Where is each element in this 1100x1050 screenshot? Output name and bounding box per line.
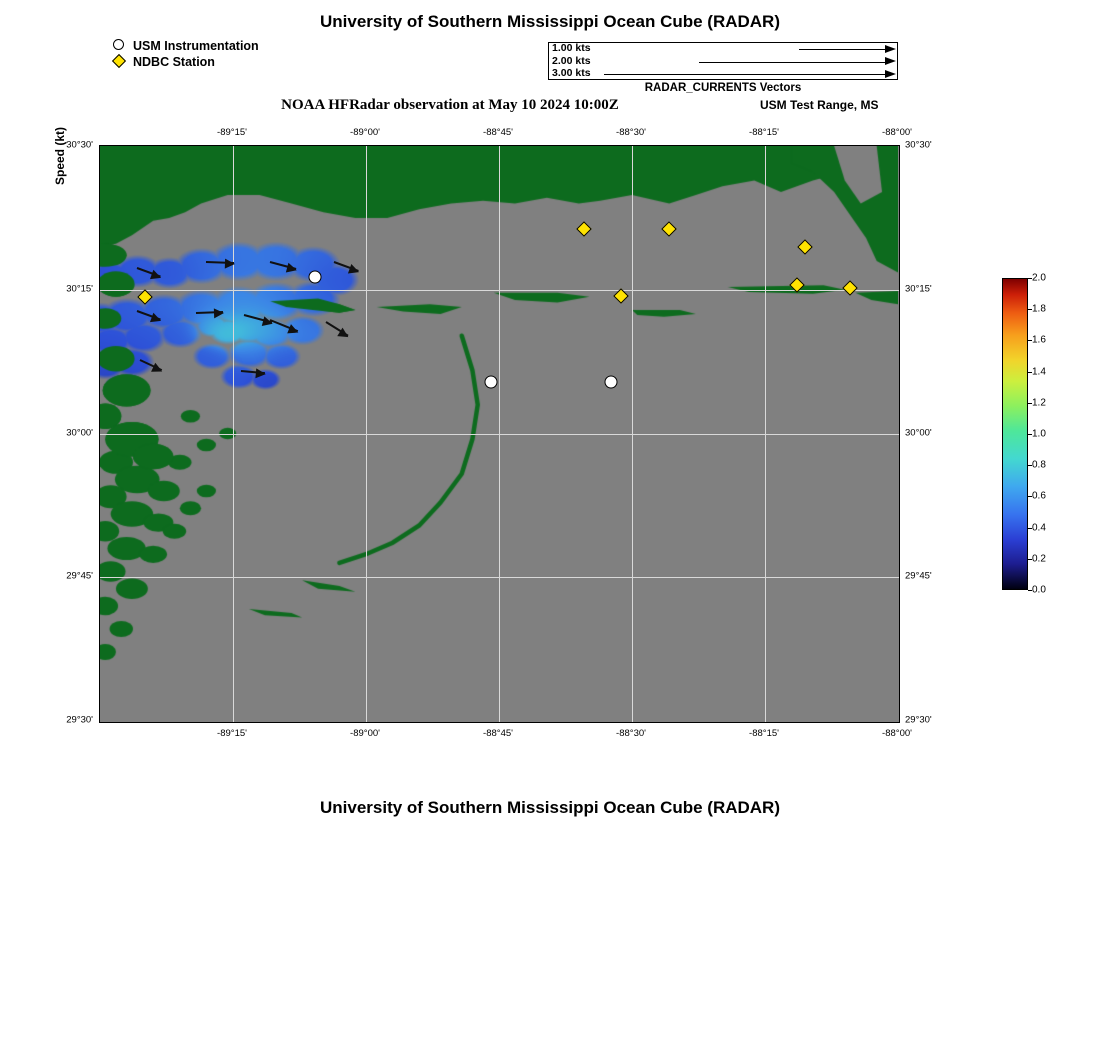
colorbar-tick-label: 2.0 [1032,272,1046,284]
vector-key-label-1: 1.00 kts [552,42,591,54]
x-axis-tick-label: -89°15' [217,127,247,138]
colorbar-tick-mark [1028,559,1032,560]
map-legend [112,38,259,70]
x-axis-tick-label: -88°00' [882,127,912,138]
legend-item-ndbc-station [112,54,259,69]
vector-key-label-2: 2.00 kts [552,54,591,67]
page-title: University of Southern Mississippi Ocean Cube (RADAR) [319,12,780,31]
y-axis-tick-label: 30°00' [905,427,932,438]
colorbar-tick-mark [1028,528,1032,529]
colorbar-tick-label: 1.8 [1032,303,1046,315]
vector-key-row-3 [549,68,897,81]
vector-key-shaft-2 [699,62,889,63]
colorbar-tick-label: 1.4 [1032,366,1046,378]
gridline-horizontal [100,290,899,291]
usm-instrumentation-marker[interactable] [485,375,498,388]
colorbar-tick-mark [1028,403,1032,404]
y-axis-tick-label: 30°00' [66,427,93,438]
vector-key-arrowhead-2 [885,57,896,65]
colorbar-tick-label: 1.2 [1032,397,1046,409]
colorbar-tick-mark [1028,434,1032,435]
colorbar-tick-mark [1028,465,1032,466]
colorbar-tick-label: 0.4 [1032,522,1046,534]
y-axis-tick-label: 29°30' [66,714,93,726]
x-axis-tick-label: -88°15' [749,127,779,138]
colorbar-tick-label: 0.8 [1032,459,1046,471]
x-axis-tick-label: -88°30' [616,127,646,138]
x-axis-tick-label: -89°00' [350,127,380,138]
colorbar-tick-mark [1028,496,1032,497]
legend-label-ndbc-station: NDBC Station [133,54,215,69]
colorbar-tick-label: 1.6 [1032,334,1046,346]
speed-colorbar [1002,272,1046,596]
colorbar-tick-label: 0.2 [1032,553,1046,565]
legend-item-usm-instrumentation [112,38,259,53]
map-plot-area[interactable] [99,145,900,723]
x-axis-tick-label: -88°30' [616,728,646,739]
colorbar-tick-mark [1028,278,1032,279]
x-axis-tick-label: -89°15' [217,728,247,739]
y-axis-tick-label: 29°30' [905,714,932,726]
x-axis-tick-label: -89°00' [350,728,380,739]
vector-key-arrowhead-1 [885,45,896,53]
diamond-marker-icon [112,54,129,69]
y-axis-tick-label: 30°30' [905,139,932,151]
circle-marker-icon [112,38,129,53]
colorbar-tick-mark [1028,590,1032,591]
colorbar-title: Speed (kt) [53,126,67,186]
vector-key-shaft-3 [604,74,889,75]
x-axis-tick-label: -88°15' [749,728,779,739]
observation-title: NOAA HFRadar observation at May 10 2024 10:00Z [281,97,619,113]
colorbar-tick-mark [1028,372,1032,373]
vector-key-shaft-1 [799,49,889,50]
usm-instrumentation-marker[interactable] [309,271,322,284]
legend-label-usm-instrumentation: USM Instrumentation [133,38,259,53]
y-axis-tick-label: 30°15' [66,283,93,295]
y-axis-tick-label: 29°45' [905,570,932,582]
x-axis-tick-label: -88°00' [882,728,912,739]
vector-key-caption: RADAR_CURRENTS Vectors [644,82,802,94]
x-axis-tick-label: -88°45' [483,728,513,739]
colorbar-tick-mark [1028,340,1032,341]
gridline-horizontal [100,577,899,578]
vector-key-label-3: 3.00 kts [552,67,591,80]
vector-key-row-1 [549,43,897,56]
colorbar-gradient [1002,278,1028,590]
y-axis-tick-label: 30°15' [905,283,932,295]
gridline-horizontal [100,434,899,435]
x-axis-tick-label: -88°45' [483,127,513,138]
usm-instrumentation-marker[interactable] [604,375,617,388]
y-axis-tick-label: 30°30' [66,139,93,151]
y-axis-tick-label: 29°45' [66,570,93,582]
current-vector-arrow [196,311,223,314]
vector-key-row-2 [549,56,897,69]
vector-key-arrowhead-3 [885,70,896,78]
range-label: USM Test Range, MS [760,98,879,112]
colorbar-tick-label: 0.6 [1032,490,1046,502]
colorbar-tick-mark [1028,309,1032,310]
colorbar-tick-label: 0.0 [1032,584,1046,596]
footer-title: University of Southern Mississippi Ocean Cube (RADAR) [319,798,780,817]
colorbar-tick-label: 1.0 [1032,428,1046,440]
vector-scale-key [548,42,898,80]
